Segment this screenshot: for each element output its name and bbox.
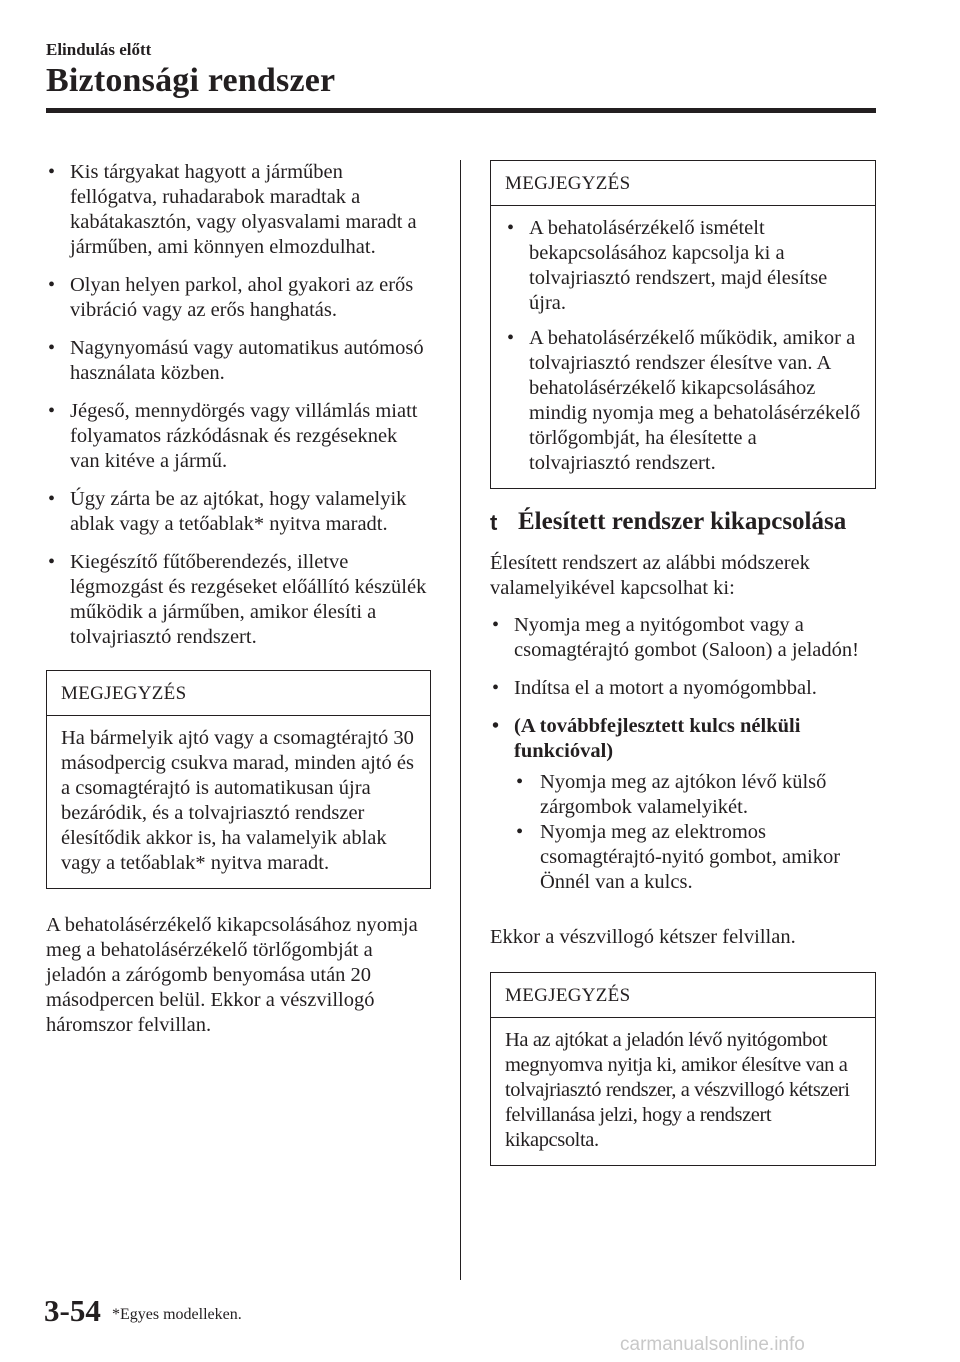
list-item: • A behatolásérzékelő ismételt bekapcsolásához kapcsolja ki a tolvajriasztó rendszert, majd élesítse újra. — [505, 216, 861, 316]
section-marker-icon: t — [490, 510, 498, 535]
note-text: Ha bármelyik ajtó vagy a csomagtérajtó 30 másodpercig csukva marad, minden ajtó és a csomagtérajtó is automatikusan újra bezáródik, és a tolvajriasztó rendszer élesítődik akkor is, ha valamelyik ablak vagy a tetőablak* nyitva maradt. — [61, 727, 414, 874]
page-title: Biztonsági rendszer — [46, 62, 336, 99]
paragraph: Ekkor a vészvillogó kétszer felvillan. — [490, 926, 796, 948]
note-heading: MEGJEGYZÉS — [491, 973, 875, 1018]
note-box — [490, 160, 876, 489]
footnote: *Egyes modelleken. — [112, 1306, 242, 1323]
list-item: • A behatolásérzékelő működik, amikor a tolvajriasztó rendszer élesítve van. A behatolásérzékelő kikapcsolásához mindig nyomja meg a behatolásérzékelő törlőgombját, ha élesítette a tolvajriasztó rendszert. — [505, 326, 861, 476]
list-item: • Nagynyomású vagy automatikus autómosó használata közben. — [46, 336, 431, 386]
sub-list-item: • Nyomja meg az ajtókon lévő külső zárgombok valamelyikét. — [490, 770, 876, 820]
list-item: • Nyomja meg a nyitógombot vagy a csomagtérajtó gombot (Saloon) a jeladón! — [490, 613, 876, 663]
sub-list — [490, 770, 876, 895]
list-item: • Kis tárgyakat hagyott a járműben fellógatva, ruhadarabok maradtak a kabátakasztón, vagy olyasvalami maradt a járműben, ami könnyen elmozdulhat. — [46, 160, 431, 260]
page-number: 3-54 — [44, 1293, 101, 1328]
list-item: • (A továbbfejlesztett kulcs nélküli funkcióval) — [490, 714, 876, 764]
list-item: • Indítsa el a motort a nyomógombbal. — [490, 676, 876, 701]
list-item: • Kiegészítő fűtőberendezés, illetve légmozgást és rezgéseket előállító készülék működik a járműben, amikor élesíti a tolvajriasztó rendszert. — [46, 550, 431, 650]
sub-list-item: • Nyomja meg az elektromos csomagtérajtó-nyitó gombot, amikor Önnél van a kulcs. — [490, 820, 876, 895]
right-column — [490, 160, 876, 1166]
watermark: carmanualsonline.info — [620, 1334, 805, 1355]
note-text: Ha az ajtókat a jeladón lévő nyitógombot megnyomva nyitja ki, amikor élesítve van a tolvajriasztó rendszer, a vészvillogó kétszeri felvillanása jelzi, hogy a rendszert kikapcsolta. — [505, 1029, 850, 1151]
list-item: • Jégeső, mennydörgés vagy villámlás miatt folyamatos rázkódásnak és rezgéseknek van kitéve a jármű. — [46, 399, 431, 474]
paragraph: Élesített rendszert az alábbi módszerek valamelyikével kapcsolhat ki: — [490, 552, 810, 599]
section-heading-text: Élesített rendszer kikapcsolása — [518, 508, 847, 535]
note-heading: MEGJEGYZÉS — [47, 671, 430, 716]
section-label: Elindulás előtt — [46, 40, 152, 59]
section-heading — [490, 507, 876, 537]
title-rule — [46, 108, 876, 113]
note-box — [46, 670, 431, 889]
note-heading: MEGJEGYZÉS — [491, 161, 875, 206]
list-item: • Olyan helyen parkol, ahol gyakori az erős vibráció vagy az erős hanghatás. — [46, 273, 431, 323]
paragraph: A behatolásérzékelő kikapcsolásához nyomja meg a behatolásérzékelő törlőgombját a jeladón a zárógomb benyomása után 20 másodpercen belül. Ekkor a vészvillogó háromszor felvillan. — [46, 914, 418, 1036]
column-divider — [460, 160, 461, 1280]
note-box — [490, 972, 876, 1166]
list-item: • Úgy zárta be az ajtókat, hogy valamelyik ablak vagy a tetőablak* nyitva maradt. — [46, 487, 431, 537]
left-column — [46, 160, 431, 1050]
note-body — [491, 206, 875, 488]
